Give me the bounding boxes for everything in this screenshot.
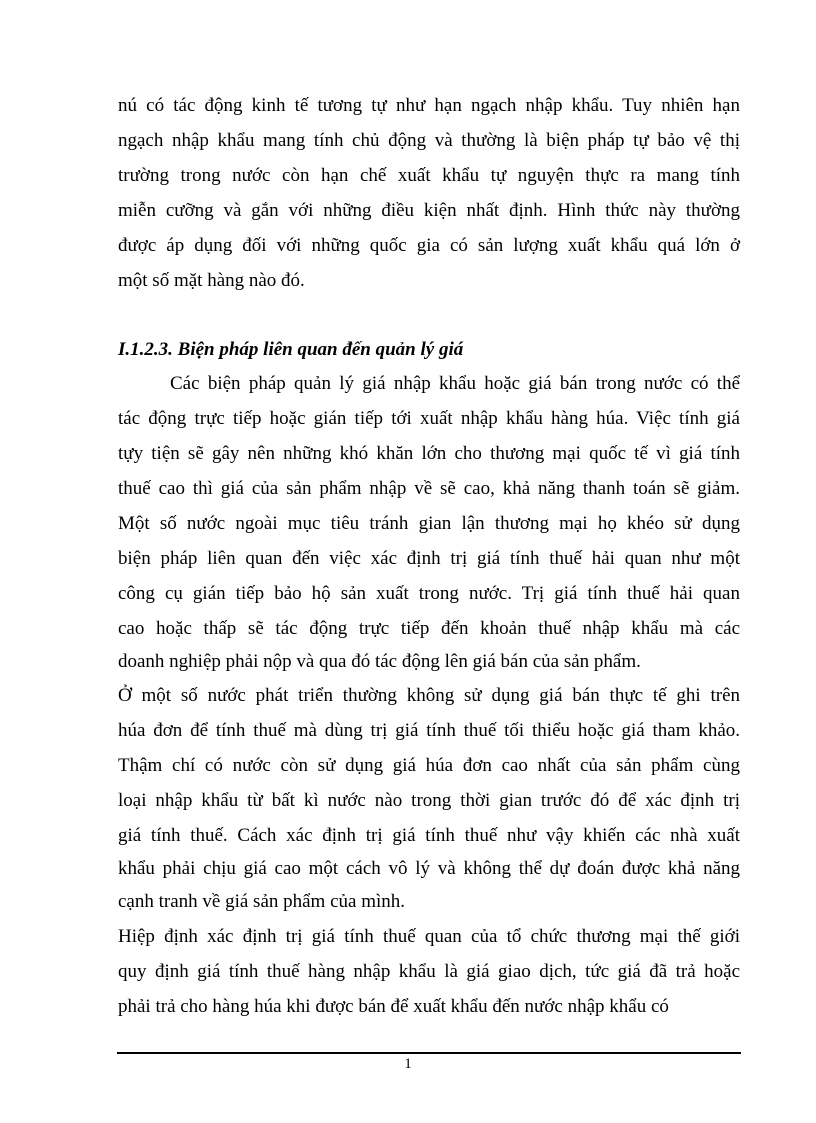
text-line: doanh nghiệp phải nộp và qua đó tác động lên giá bán của sản phẩm. [118, 651, 641, 672]
text-line: thuế cao thì giá của sản phẩm nhập về sẽ cao, khả năng thanh toán sẽ giảm. [118, 478, 740, 499]
text-line: trường trong nước còn hạn chế xuất khẩu tự nguyện thực ra mang tính [118, 165, 740, 186]
text-line: ngạch nhập khẩu mang tính chủ động và thường là biện pháp tự bảo vệ thị [118, 130, 740, 151]
text-line: Thậm chí có nước còn sử dụng giá húa đơn cao nhất của sản phẩm cùng [118, 755, 740, 776]
text-line: Các biện pháp quản lý giá nhập khẩu hoặc giá bán trong nước có thể [170, 373, 740, 394]
text-line: tác động trực tiếp hoặc gián tiếp tới xuất nhập khẩu hàng húa. Việc tính giá [118, 408, 740, 429]
text-line: được áp dụng đối với những quốc gia có sản lượng xuất khẩu quá lớn ở [118, 235, 740, 256]
page-number: 1 [404, 1056, 412, 1072]
text-line: giá tính thuế. Cách xác định trị giá tính thuế như vậy khiến các nhà xuất [118, 825, 740, 846]
text-line: Một số nước ngoài mục tiêu tránh gian lận thương mại họ khéo sử dụng [118, 513, 740, 534]
text-line: cao hoặc thấp sẽ tác động trực tiếp đến khoản thuế nhập khẩu mà các [118, 618, 740, 639]
text-line: tựy tiện sẽ gây nên những khó khăn lớn cho thương mại quốc tế vì giá tính [118, 443, 740, 464]
text-line: loại nhập khẩu từ bất kì nước nào trong thời gian trước đó để xác định trị [118, 790, 740, 811]
text-line: Ở một số nước phát triển thường không sử dụng giá bán thực tế ghi trên [118, 685, 740, 706]
text-line: khẩu phải chịu giá cao một cách vô lý và không thể dự đoán được khả năng [118, 858, 740, 879]
text-line: cạnh tranh về giá sản phẩm của mình. [118, 891, 406, 912]
text-line: công cụ gián tiếp bảo hộ sản xuất trong nước. Trị giá tính thuế hải quan [118, 583, 740, 604]
text-line: miễn cưỡng và gắn với những điều kiện nhất định. Hình thức này thường [118, 200, 740, 221]
text-line: quy định giá tính thuế hàng nhập khẩu là giá giao dịch, tức giá đã trả hoặc [118, 961, 740, 982]
text-line: biện pháp liên quan đến việc xác định trị giá tính thuế hải quan như một [118, 548, 740, 569]
section-heading: I.1.2.3. Biện pháp liên quan đến quản lý giá [118, 339, 464, 360]
text-line: một số mặt hàng nào đó. [118, 270, 305, 291]
footer-rule [117, 1052, 741, 1054]
text-line: húa đơn để tính thuế mà dùng trị giá tính thuế tối thiểu hoặc giá tham khảo. [118, 720, 740, 741]
text-line: Hiệp định xác định trị giá tính thuế quan của tổ chức thương mại thế giới [118, 926, 740, 947]
text-line: nú có tác động kinh tế tương tự như hạn ngạch nhập khẩu. Tuy nhiên hạn [118, 95, 740, 116]
text-line: phải trả cho hàng húa khi được bán để xuất khẩu đến nước nhập khẩu có [118, 996, 669, 1017]
